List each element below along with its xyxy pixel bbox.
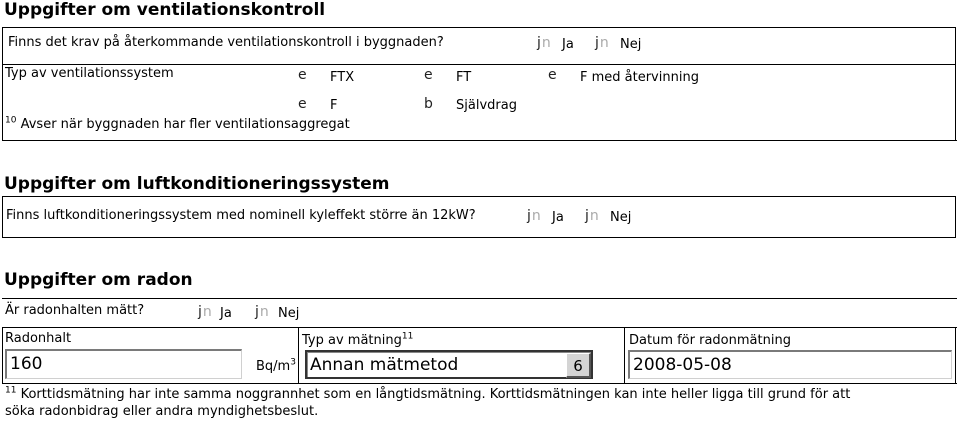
checkbox-icon: e — [298, 96, 307, 112]
aircon-heading: Uppgifter om luftkonditioneringssystem — [4, 174, 390, 194]
radio-icon: j — [255, 304, 259, 320]
radio-icon: j — [595, 35, 599, 51]
ftx-label: FTX — [330, 70, 355, 85]
radon-yes-radio[interactable]: jn — [198, 304, 212, 320]
ventilation-separator — [2, 140, 957, 141]
aircon-no-radio[interactable]: jn — [585, 208, 599, 224]
radon-question: Är radonhalten mätt? — [5, 303, 145, 318]
ventilation-yes-label: Ja — [562, 37, 574, 52]
radio-icon: j — [537, 35, 541, 51]
natural-draft-checkbox[interactable] — [424, 96, 433, 112]
checkbox-icon: e — [548, 67, 557, 83]
radon-footnote-line1: $^{11}$ Korttidsmätning har inte samma noggrannhet som en långtidsmätning. Korttidsmätningen kan inte heller ligga till grund för att — [5, 385, 851, 402]
radio-icon: j — [585, 208, 589, 224]
radio-icon: j — [527, 208, 531, 224]
checked-checkbox-icon: b — [424, 96, 433, 112]
f-label: F — [330, 98, 338, 113]
radon-date-label: Datum för radonmätning — [629, 333, 791, 348]
radon-footnote-line2: söka radonbidrag eller andra myndighetsbeslut. — [5, 404, 319, 419]
radon-mid-line — [2, 327, 957, 328]
ventilation-system-label: Typ av ventilationssystem — [5, 66, 174, 81]
ft-checkbox[interactable] — [424, 67, 433, 83]
aircon-yes-radio[interactable]: jn — [527, 208, 541, 224]
ventilation-heading: Uppgifter om ventilationskontroll — [4, 0, 326, 20]
ventilation-yes-radio[interactable]: jn — [537, 35, 551, 51]
radon-level-input[interactable]: 160 — [5, 349, 242, 379]
ventilation-no-label: Nej — [620, 37, 642, 52]
ventilation-no-radio[interactable]: jn — [595, 35, 609, 51]
measurement-type-select[interactable]: Annan mätmetod — [305, 350, 593, 379]
aircon-yes-label: Ja — [552, 210, 564, 225]
aircon-question: Finns luftkonditioneringssystem med nominell kyleffekt större än 12kW? — [6, 208, 476, 223]
ventilation-question: Finns det krav på återkommande ventilationskontroll i byggnaden? — [8, 35, 444, 50]
radon-bottom-line — [2, 383, 957, 384]
radon-no-radio[interactable]: jn — [255, 304, 269, 320]
aircon-no-label: Nej — [610, 210, 632, 225]
radon-no-label: Nej — [278, 306, 300, 321]
natural-draft-label: Självdrag — [456, 98, 517, 113]
f-recovery-label: F med återvinning — [580, 70, 699, 85]
measurement-type-dropdown-button[interactable]: 6 — [566, 353, 591, 378]
radio-icon: j — [198, 304, 202, 320]
ftx-checkbox[interactable] — [298, 67, 307, 83]
checkbox-icon: e — [298, 67, 307, 83]
radon-level-label: Radonhalt — [5, 331, 72, 346]
radon-unit: $Bq/m^3$ — [256, 357, 296, 374]
radon-yes-label: Ja — [220, 306, 232, 321]
f-recovery-checkbox[interactable] — [548, 67, 557, 83]
radon-top-line — [2, 298, 957, 299]
f-checkbox[interactable] — [298, 96, 307, 112]
ventilation-footnote: $^{10}$ Avser när byggnaden har fler ventilationsaggregat — [5, 115, 350, 132]
checkbox-icon: e — [424, 67, 433, 83]
ft-label: FT — [456, 70, 472, 85]
measurement-type-label: Typ av mätning$^{11}$ — [302, 331, 414, 348]
radon-heading: Uppgifter om radon — [4, 270, 193, 290]
radon-date-input[interactable]: 2008-05-08 — [628, 350, 952, 379]
